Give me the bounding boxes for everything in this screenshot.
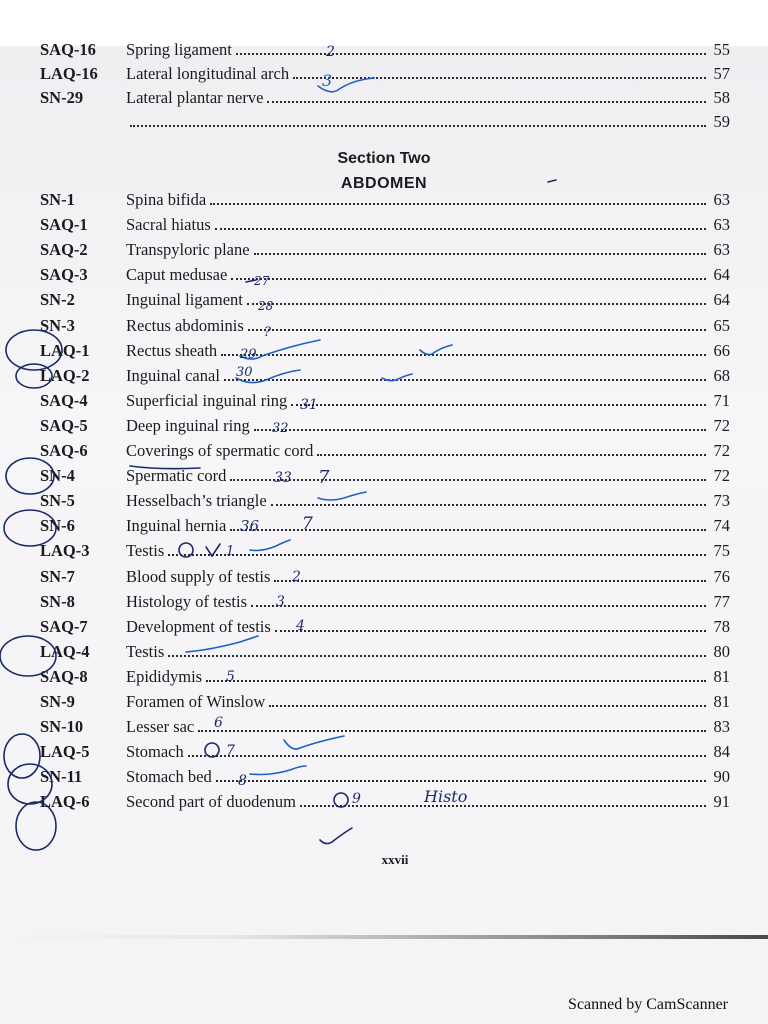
toc-title: Rectus sheath bbox=[126, 340, 218, 360]
toc-title: Superficial inguinal ring bbox=[126, 390, 288, 410]
toc-row bbox=[40, 312, 730, 336]
scanner-watermark: Scanned by CamScanner bbox=[568, 996, 728, 1013]
toc-row bbox=[40, 688, 730, 712]
toc-code: SN-2 bbox=[40, 290, 75, 310]
dot-leader bbox=[269, 705, 706, 707]
dot-leader bbox=[221, 354, 706, 356]
handwritten-number: 30 bbox=[236, 365, 253, 380]
handwritten-number: 1 bbox=[226, 544, 235, 559]
toc-row bbox=[40, 437, 730, 461]
dot-leader bbox=[230, 479, 706, 481]
page-number: xxvii bbox=[381, 852, 409, 867]
toc-code: SN-5 bbox=[40, 491, 75, 511]
toc-title: Deep inguinal ring bbox=[126, 415, 250, 435]
toc-row-sn29 bbox=[40, 84, 730, 108]
toc-code: SN-4 bbox=[40, 466, 75, 486]
toc-page: 81 bbox=[713, 692, 730, 711]
dot-leader bbox=[251, 605, 706, 607]
toc-title: Spermatic cord bbox=[126, 466, 227, 486]
toc-title: Sacral hiatus bbox=[126, 215, 211, 235]
handwritten-number: 6 bbox=[214, 715, 223, 731]
handwritten-number: 33 bbox=[274, 470, 292, 486]
toc-code: SAQ-6 bbox=[40, 441, 88, 460]
toc-row bbox=[40, 337, 730, 361]
toc-code: SAQ-1 bbox=[40, 215, 88, 235]
toc-code: SN-3 bbox=[40, 315, 75, 335]
dot-leader bbox=[275, 630, 706, 632]
dot-leader bbox=[130, 125, 706, 127]
dot-leader bbox=[267, 101, 706, 103]
toc-row-saq16 bbox=[40, 36, 730, 60]
toc-page: 72 bbox=[713, 441, 730, 460]
toc-title: Rectus abdominis bbox=[126, 315, 244, 335]
dot-leader bbox=[291, 404, 706, 406]
toc-code: SAQ-16 bbox=[40, 40, 96, 59]
dot-leader bbox=[317, 454, 706, 456]
toc-page: 63 bbox=[713, 240, 730, 260]
toc-code: SAQ-4 bbox=[40, 390, 88, 410]
toc-row bbox=[40, 663, 730, 687]
toc-page: 77 bbox=[713, 591, 730, 611]
toc-page: 72 bbox=[713, 466, 730, 486]
toc-row bbox=[40, 362, 730, 386]
handwritten-mark: ? bbox=[264, 325, 271, 340]
handwritten-number: 2 bbox=[326, 44, 335, 60]
toc-page: 81 bbox=[713, 666, 730, 686]
handwritten-word: Histo bbox=[424, 787, 468, 806]
toc-row bbox=[40, 763, 730, 787]
handwritten-number: 27 bbox=[254, 274, 270, 288]
dot-leader bbox=[216, 780, 706, 782]
circle-mark bbox=[4, 734, 40, 778]
toc-page: 73 bbox=[713, 491, 730, 511]
toc-title: Development of testis bbox=[126, 616, 271, 636]
toc-page: 84 bbox=[713, 742, 730, 762]
toc-row bbox=[40, 713, 730, 737]
toc-row bbox=[40, 186, 730, 210]
toc-title: Inguinal ligament bbox=[126, 290, 243, 310]
toc-title: Testis bbox=[126, 641, 165, 661]
toc-row bbox=[40, 738, 730, 762]
toc-code: SAQ-3 bbox=[40, 265, 88, 285]
toc-title: Testis bbox=[126, 541, 165, 561]
toc-code: SN-6 bbox=[40, 516, 75, 536]
handwritten-number: 3 bbox=[276, 594, 285, 610]
toc-code: SN-11 bbox=[40, 767, 83, 787]
dot-leader bbox=[254, 429, 706, 431]
toc-code: SN-8 bbox=[40, 591, 75, 611]
dot-leader bbox=[198, 730, 706, 732]
handwritten-number: 4 bbox=[296, 618, 305, 634]
toc-title: Second part of duodenum bbox=[126, 792, 297, 812]
dot-leader bbox=[247, 303, 706, 305]
toc-code: LAQ-16 bbox=[40, 64, 98, 83]
handwritten-number: 28 bbox=[258, 299, 274, 313]
toc-row bbox=[40, 286, 730, 310]
toc-page: 75 bbox=[713, 541, 730, 561]
toc-page: 59 bbox=[713, 112, 730, 131]
toc-title: Lateral plantar nerve bbox=[126, 88, 264, 107]
toc-page: 72 bbox=[713, 415, 730, 435]
toc-code: SN-29 bbox=[40, 88, 84, 107]
toc-page: 58 bbox=[713, 88, 730, 107]
toc-title: Hesselbach’s triangle bbox=[126, 491, 267, 511]
toc-row bbox=[40, 537, 730, 561]
toc-code: SN-9 bbox=[40, 692, 75, 711]
handwritten-number: 32 bbox=[272, 421, 289, 436]
toc-title: Lateral longitudinal arch bbox=[126, 64, 290, 83]
page-fold-shadow bbox=[0, 935, 768, 939]
toc-code: LAQ-5 bbox=[40, 742, 90, 762]
toc-page: 64 bbox=[713, 265, 730, 285]
toc-code: LAQ-6 bbox=[40, 792, 90, 812]
toc-code: SN-1 bbox=[40, 190, 75, 209]
toc-page: 63 bbox=[713, 215, 730, 235]
handwritten-number: 2 bbox=[292, 569, 301, 585]
toc-page: 57 bbox=[713, 64, 730, 83]
toc-title: Epididymis bbox=[126, 666, 203, 686]
toc-code: LAQ-1 bbox=[40, 340, 90, 360]
handwritten-number: 7 bbox=[226, 743, 235, 759]
toc-page: 65 bbox=[713, 315, 730, 335]
toc-row bbox=[40, 613, 730, 637]
check-mark bbox=[320, 828, 352, 844]
section-heading: ABDOMEN bbox=[340, 175, 428, 192]
toc-title: Stomach bed bbox=[126, 767, 212, 787]
toc-title: Histology of testis bbox=[126, 591, 248, 611]
toc-row bbox=[40, 261, 730, 285]
toc-page: 55 bbox=[713, 40, 730, 59]
handwritten-number: 7 bbox=[302, 514, 313, 534]
toc-row-cont bbox=[40, 108, 730, 132]
section-label: Section Two bbox=[337, 150, 431, 167]
toc-page: 68 bbox=[713, 365, 730, 385]
toc-row bbox=[40, 412, 730, 436]
dot-leader bbox=[168, 554, 706, 556]
dot-leader bbox=[254, 253, 706, 255]
toc-title: Stomach bbox=[126, 742, 184, 762]
toc-row bbox=[40, 563, 730, 587]
dot-leader bbox=[248, 329, 706, 331]
toc-code: SN-7 bbox=[40, 566, 75, 586]
toc-page: 83 bbox=[713, 717, 730, 737]
handwritten-number: 8 bbox=[238, 773, 247, 789]
toc-page: 63 bbox=[713, 190, 730, 209]
dot-leader bbox=[215, 228, 706, 230]
dot-leader bbox=[236, 53, 706, 55]
toc-title: Inguinal canal bbox=[126, 365, 220, 385]
toc-page: 80 bbox=[713, 641, 730, 661]
toc-title: Spring ligament bbox=[126, 40, 232, 59]
toc-code: LAQ-2 bbox=[40, 365, 90, 385]
toc-code: LAQ-4 bbox=[40, 641, 90, 661]
handwritten-number: 7 bbox=[318, 467, 330, 488]
dot-leader bbox=[231, 278, 706, 280]
toc-page: 71 bbox=[713, 390, 730, 410]
toc-row bbox=[40, 638, 730, 662]
handwritten-number: 5 bbox=[226, 669, 235, 685]
toc-code: SAQ-5 bbox=[40, 415, 88, 435]
toc-row bbox=[40, 462, 730, 486]
toc-code: SAQ-7 bbox=[40, 616, 88, 636]
toc-title: Blood supply of testis bbox=[126, 566, 271, 586]
toc-code: SN-10 bbox=[40, 717, 84, 737]
dot-leader bbox=[293, 77, 706, 79]
toc-row bbox=[40, 588, 730, 612]
dot-leader bbox=[210, 203, 706, 205]
handwritten-number: 9 bbox=[352, 791, 361, 807]
handwritten-number: 29 bbox=[240, 347, 257, 362]
toc-title: Transpyloric plane bbox=[126, 240, 250, 260]
dot-leader bbox=[230, 529, 706, 531]
dot-leader bbox=[271, 504, 706, 506]
dot-leader bbox=[300, 805, 706, 807]
dot-leader bbox=[224, 379, 706, 381]
toc-row bbox=[40, 387, 730, 411]
toc-row bbox=[40, 487, 730, 511]
toc-page: 78 bbox=[713, 616, 730, 636]
toc-code: SAQ-2 bbox=[40, 240, 88, 260]
toc-title: Foramen of Winslow bbox=[126, 692, 266, 711]
toc-page: 90 bbox=[713, 767, 730, 787]
toc-code: LAQ-3 bbox=[40, 541, 90, 561]
handwritten-number: 36 bbox=[240, 517, 260, 535]
toc-row bbox=[40, 236, 730, 260]
toc-row bbox=[40, 788, 730, 812]
toc-title: Spina bifida bbox=[126, 190, 207, 209]
dot-leader bbox=[206, 680, 706, 682]
toc-title: Lesser sac bbox=[126, 717, 195, 737]
toc-title: Coverings of spermatic cord bbox=[126, 441, 314, 460]
dot-leader bbox=[188, 755, 706, 757]
handwritten-number: 3 bbox=[322, 71, 333, 90]
dot-leader bbox=[274, 580, 706, 582]
toc-title: Inguinal hernia bbox=[126, 516, 227, 536]
toc-page: 76 bbox=[713, 566, 730, 586]
dot-leader bbox=[168, 655, 706, 657]
handwritten-number: 31 bbox=[300, 397, 318, 413]
toc-row-laq16 bbox=[40, 60, 730, 84]
toc-page: 74 bbox=[713, 516, 730, 536]
toc-row bbox=[40, 211, 730, 235]
toc-row bbox=[40, 512, 730, 536]
toc-page: 66 bbox=[713, 340, 730, 360]
toc-title: Caput medusae bbox=[126, 265, 228, 285]
toc-page: 64 bbox=[713, 290, 730, 310]
toc-code: SAQ-8 bbox=[40, 666, 88, 686]
toc-page: 91 bbox=[713, 792, 730, 812]
